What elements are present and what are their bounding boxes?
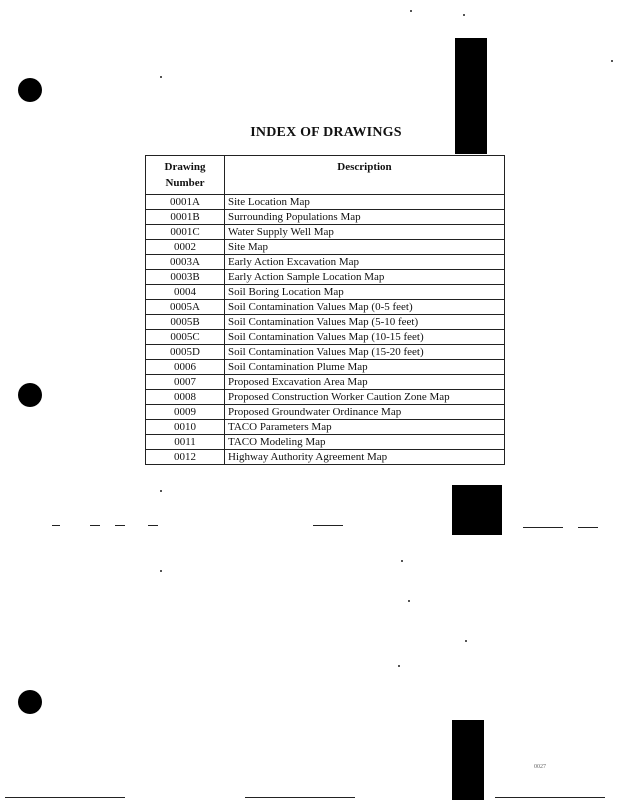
drawing-description-cell: Highway Authority Agreement Map xyxy=(225,450,505,465)
drawing-description-cell: Site Location Map xyxy=(225,195,505,210)
table-header-row xyxy=(146,156,505,195)
drawing-description-cell: Water Supply Well Map xyxy=(225,225,505,240)
table-row xyxy=(146,285,505,300)
scan-dash xyxy=(495,797,605,798)
drawing-description-cell: Soil Contamination Values Map (15-20 feet) xyxy=(225,345,505,360)
scan-speck xyxy=(611,60,613,62)
drawing-description-cell: Proposed Groundwater Ordinance Map xyxy=(225,405,505,420)
drawing-description-cell: Soil Boring Location Map xyxy=(225,285,505,300)
table-row xyxy=(146,255,505,270)
drawing-number-cell: 0002 xyxy=(146,240,225,255)
binder-hole-middle xyxy=(18,383,42,407)
scan-dash xyxy=(148,525,158,526)
binder-hole-bottom xyxy=(18,690,42,714)
drawing-number-cell: 0004 xyxy=(146,285,225,300)
table-row xyxy=(146,195,505,210)
scan-speck xyxy=(463,14,465,16)
scan-speck xyxy=(398,665,400,667)
description-header: Description xyxy=(225,156,505,195)
scan-speck xyxy=(408,600,410,602)
drawing-description-cell: Soil Contamination Values Map (10-15 feet) xyxy=(225,330,505,345)
drawing-number-cell: 0005A xyxy=(146,300,225,315)
drawing-number-cell: 0010 xyxy=(146,420,225,435)
drawing-description-cell: Early Action Excavation Map xyxy=(225,255,505,270)
table-row xyxy=(146,270,505,285)
drawing-number-cell: 0008 xyxy=(146,390,225,405)
drawing-description-cell: Early Action Sample Location Map xyxy=(225,270,505,285)
drawing-description-cell: Proposed Excavation Area Map xyxy=(225,375,505,390)
table-row xyxy=(146,300,505,315)
table-row xyxy=(146,330,505,345)
drawing-number-cell: 0011 xyxy=(146,435,225,450)
table-row xyxy=(146,345,505,360)
table-row xyxy=(146,450,505,465)
scan-speck xyxy=(160,76,162,78)
table-row xyxy=(146,390,505,405)
drawing-number-header xyxy=(146,156,225,195)
page-stamp: 0027 xyxy=(534,764,546,770)
drawing-number-header-line1: Drawing xyxy=(164,161,206,173)
scan-dash xyxy=(52,525,60,526)
table-row xyxy=(146,210,505,225)
table-row xyxy=(146,420,505,435)
drawing-number-cell: 0003B xyxy=(146,270,225,285)
table-row xyxy=(146,315,505,330)
table-row xyxy=(146,375,505,390)
scan-dash xyxy=(245,797,355,798)
scan-dash xyxy=(578,527,598,528)
drawings-index-table xyxy=(145,155,505,465)
drawing-number-header-line2: Number xyxy=(165,177,205,189)
scan-speck xyxy=(160,490,162,492)
scan-artifact-bar-bottom xyxy=(452,720,484,800)
scan-dash xyxy=(313,525,343,526)
table-row xyxy=(146,225,505,240)
table-row xyxy=(146,360,505,375)
scan-dash xyxy=(5,797,125,798)
page-title: INDEX OF DRAWINGS xyxy=(250,125,402,140)
drawing-number-cell: 0001B xyxy=(146,210,225,225)
drawing-description-cell: Surrounding Populations Map xyxy=(225,210,505,225)
drawing-number-cell: 0006 xyxy=(146,360,225,375)
table-row xyxy=(146,240,505,255)
drawing-number-cell: 0005C xyxy=(146,330,225,345)
drawing-description-cell: TACO Parameters Map xyxy=(225,420,505,435)
scan-speck xyxy=(401,560,403,562)
drawing-description-cell: Proposed Construction Worker Caution Zone Map xyxy=(225,390,505,405)
binder-hole-top xyxy=(18,78,42,102)
scan-dash xyxy=(115,525,125,526)
scan-dash xyxy=(90,525,100,526)
table-row xyxy=(146,405,505,420)
drawing-number-cell: 0005B xyxy=(146,315,225,330)
drawing-number-cell: 0005D xyxy=(146,345,225,360)
scan-speck xyxy=(410,10,412,12)
drawing-number-cell: 0012 xyxy=(146,450,225,465)
scan-dash xyxy=(523,527,563,528)
scan-speck xyxy=(465,640,467,642)
drawing-description-cell: Soil Contamination Values Map (5-10 feet) xyxy=(225,315,505,330)
drawing-description-cell: Soil Contamination Values Map (0-5 feet) xyxy=(225,300,505,315)
drawing-description-cell: Soil Contamination Plume Map xyxy=(225,360,505,375)
drawing-number-cell: 0003A xyxy=(146,255,225,270)
drawing-number-cell: 0001A xyxy=(146,195,225,210)
table-row xyxy=(146,435,505,450)
scan-artifact-bar-middle xyxy=(452,485,502,535)
drawing-number-cell: 0009 xyxy=(146,405,225,420)
scan-speck xyxy=(160,570,162,572)
drawing-number-cell: 0001C xyxy=(146,225,225,240)
drawing-description-cell: Site Map xyxy=(225,240,505,255)
drawing-description-cell: TACO Modeling Map xyxy=(225,435,505,450)
drawing-number-cell: 0007 xyxy=(146,375,225,390)
